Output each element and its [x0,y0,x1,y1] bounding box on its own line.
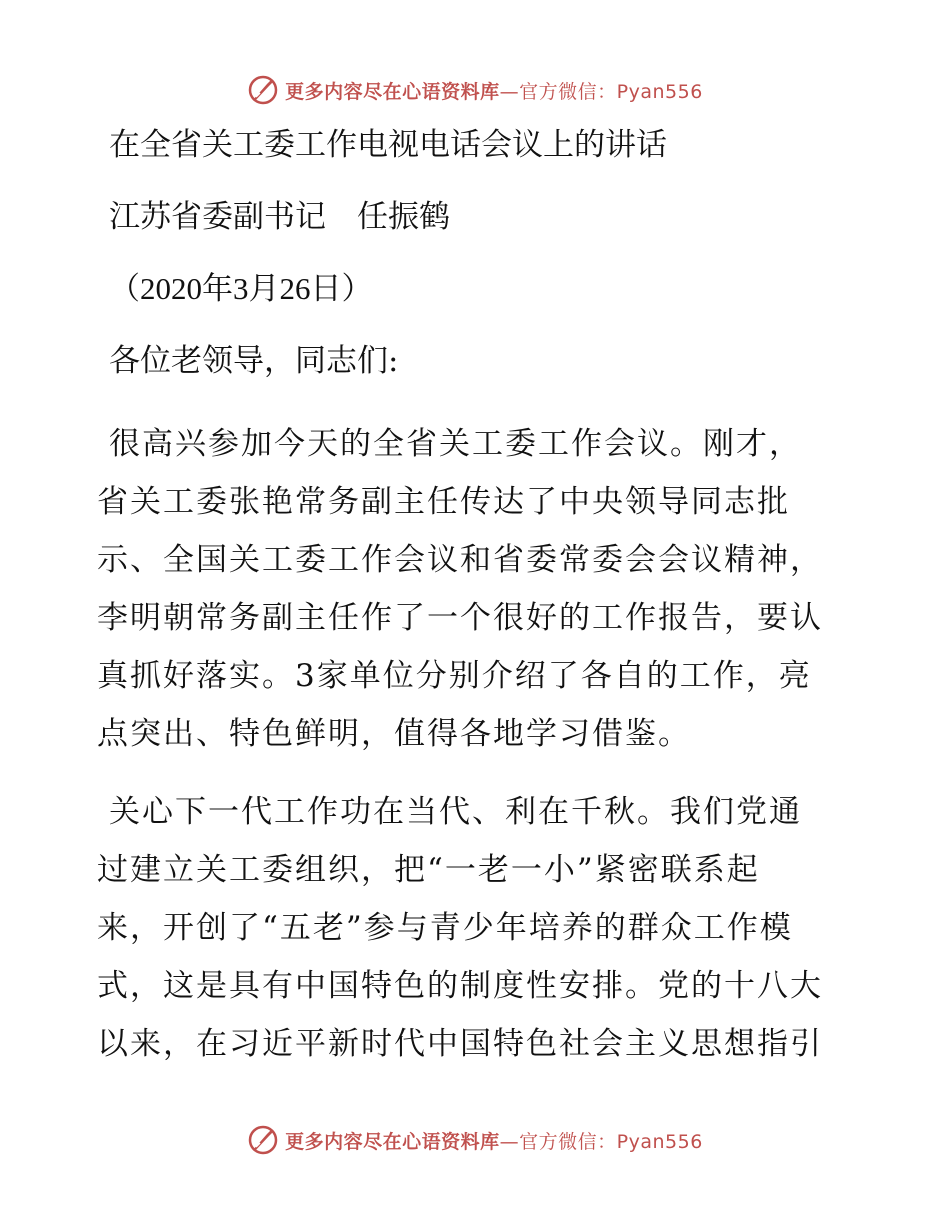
paragraph-line: 李明朝常务副主任作了一个很好的工作报告，要认 [97,600,823,636]
document-title: 在全省关工委工作电视电话会议上的讲话 [109,127,667,163]
paragraph-line: 关心下一代工作功在当代、利在千秋。我们党通 [109,794,802,830]
document-greeting: 各位老领导，同志们: [109,343,399,379]
document-body [97,125,857,1093]
paragraph-line: 来，开创了“五老”参与青少年培养的群众工作模 [97,910,793,946]
header-watermark-banner [0,70,950,110]
paragraph-line: 很高兴参加今天的全省关工委工作会议。刚才， [109,426,802,462]
paragraph-line: 点突出、特色鲜明，值得各地学习借鉴。 [97,716,691,752]
watermark-main-text: 更多内容尽在心语资料库 [285,80,500,103]
watermark-separator: — [499,1130,520,1153]
document-author: 江苏省委副书记 任振鹤 [109,199,450,235]
footer-watermark-banner [0,1120,950,1160]
paragraph-line: 真抓好落实。3家单位分别介绍了各自的工作，亮 [97,658,812,694]
paragraph-line: 以来，在习近平新时代中国特色社会主义思想指引 [97,1026,823,1062]
paragraph-line: 示、全国关工委工作会议和省委常委会会议精神， [97,542,823,578]
document-date: （2020年3月26日） [109,271,373,306]
watermark-wechat-text: 官方微信：Pyan556 [519,1130,703,1153]
watermark-wechat-text: 官方微信：Pyan556 [519,80,703,103]
paragraph-2 [97,783,857,1073]
watermark-text [285,77,703,104]
paragraph-line: 式，这是具有中国特色的制度性安排。党的十八大 [97,968,823,1004]
quill-logo-icon [247,74,279,106]
watermark-separator: — [499,80,520,103]
quill-logo-icon [247,1124,279,1156]
watermark-text [285,1127,703,1154]
paragraph-line: 省关工委张艳常务副主任传达了中央领导同志批 [97,484,790,520]
paragraph-line: 过建立关工委组织，把“一老一小”紧密联系起 [97,852,760,888]
paragraph-1 [97,415,857,763]
watermark-main-text: 更多内容尽在心语资料库 [285,1130,500,1153]
